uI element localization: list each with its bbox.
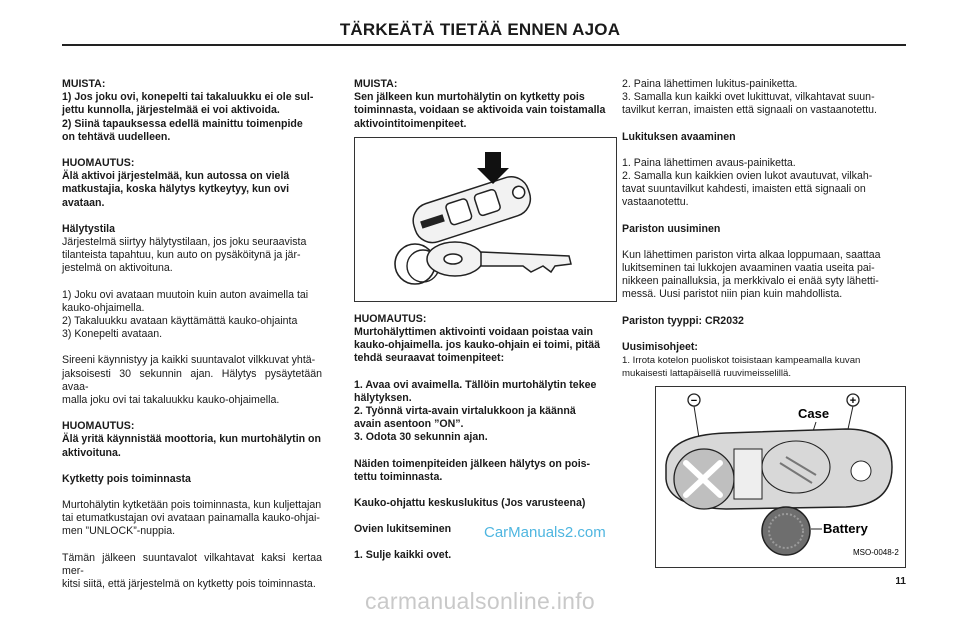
- uusimisohjeet-text: 1. Irrota kotelon puoliskot toisistaan kampeamalla kuvan mukaisesti lattapäisellä ruuvimeisselillä.: [622, 355, 861, 380]
- circuit-board: [734, 449, 762, 499]
- alarm-triggers-list: 1) Joku ovi avataan muutoin kuin auton avaimella tai kauko-ohjaimella. 2) Takaluukku avataan käyttämättä kauko-ohjainta 3) Konepelti avataan.: [62, 288, 309, 341]
- heading-uusimisohjeet: Uusimisohjeet:: [622, 340, 698, 353]
- heading-halytystila: Hälytystila: [62, 222, 115, 235]
- note-huomautus-3: HUOMAUTUS: Murtohälyttimen aktivointi voidaan poistaa vain kauko-ohjaimella. jos kauko-ohjain ei toimi, pitää tehdä seuraavat toimenpiteet:: [354, 312, 601, 365]
- battery-case-illustration: [656, 387, 905, 567]
- unlock-steps: 1. Paina lähettimen avaus-painiketta. 2. Samalla kun kaikkien ovien lukot avautuvat, vilkah- tavat suuntavilkut kahdesti, imaisten että signaali on vastaanotettu.: [622, 156, 873, 209]
- remote-key-illustration: [355, 138, 616, 301]
- page-number: 11: [895, 576, 906, 587]
- remote-key-figure: [354, 137, 617, 302]
- case-led: [851, 461, 871, 481]
- column-right: [622, 78, 906, 393]
- halytystila-text: Järjestelmä siirtyy hälytystilaan, jos joku seuraavista tilanteista tapahtuu, kun auto on pysäköitynä ja jär- jestelmä on aktivoituna.: [62, 236, 307, 275]
- heading-pariston-uusiminen: Pariston uusiminen: [622, 222, 721, 235]
- fob-body: [409, 172, 535, 247]
- minus-sign: −: [690, 395, 698, 407]
- disarm-confirm-paragraph: Tämän jälkeen suuntavalot vilkahtavat kaksi kertaa mer- kitsi siitä, että järjestelmä on kytketty pois toiminnasta.: [62, 551, 322, 591]
- section-halytystila: [62, 223, 322, 276]
- battery-case-figure: [655, 386, 906, 568]
- watermark-carmanuals2[interactable]: CarManuals2.com: [484, 524, 606, 541]
- note-muista-2: MUISTA: Sen jälkeen kun murtohälytin on kytketty pois toiminnasta, voidaan se aktivoida vain toistamalla aktivointitoimenpiteet.: [354, 78, 606, 130]
- plus-sign: +: [849, 395, 857, 407]
- note-huomautus-2: HUOMAUTUS: Älä yritä käynnistää moottoria, kun murtohälytin on aktivoituna.: [62, 420, 322, 459]
- column-middle: [354, 78, 617, 576]
- key-logo: [444, 254, 462, 264]
- battery-type: Pariston tyyppi: CR2032: [622, 314, 744, 327]
- figure-code: MSO-0048-2: [853, 548, 899, 557]
- battery-label: Battery: [823, 521, 868, 536]
- lock-steps-2-3: 2. Paina lähettimen lukitus-painiketta. 3. Samalla kun kaikki ovet lukittuvat, vilkahtavat suun- tavilkut kerran, imaisten että signaali on vastaanotettu.: [622, 78, 877, 117]
- heading-keskuslukitus: Kauko-ohjattu keskuslukitus (Jos varusteena): [354, 497, 586, 510]
- case-label: Case: [798, 406, 830, 421]
- watermark-carmanualsonline[interactable]: carmanualsonline.info: [364, 588, 596, 614]
- title-rule: [62, 44, 906, 46]
- disarm-paragraph: Murtohälytin kytketään pois toiminnasta, kun kuljettajan tai etumatkustajan ovi avataan painamalla kauko-ohjai- men ”UNLOCK”-nuppia.: [62, 499, 322, 538]
- lock-step-1: 1. Sulje kaikki ovet.: [354, 549, 452, 562]
- column-left: [62, 78, 322, 604]
- key-blade: [481, 252, 571, 272]
- heading-ovien-lukitseminen: Ovien lukitseminen: [354, 523, 452, 536]
- note-huomautus-1: HUOMAUTUS: Älä aktivoi järjestelmää, kun autossa on vielä matkustajia, koska hälytys kytkeytyy, kun ovi avataan.: [62, 157, 290, 209]
- section-uusimisohjeet: [622, 341, 906, 381]
- note-muista-1: MUISTA: 1) Jos joku ovi, konepelti tai takaluukku ei ole sul- jettu kunnolla, järjestelmää ei voi aktivoida. 2) Siinä tapauksessa edellä mainittu toimenpide on tehtävä uudelleen.: [62, 78, 314, 143]
- heading-kytketty-pois: Kytketty pois toiminnasta: [62, 472, 191, 485]
- heading-lukituksen-avaaminen: Lukituksen avaaminen: [622, 130, 736, 143]
- disarm-result: Näiden toimenpiteiden jälkeen hälytys on pois- tettu toiminnasta.: [354, 457, 591, 483]
- manual-disarm-steps: 1. Avaa ovi avaimella. Tällöin murtohälytin tekee hälytyksen. 2. Työnnä virta-avain virtalukkoon ja käännä avain asentoon ”ON”. 3. Odota 30 sekunnin ajan.: [354, 378, 597, 444]
- page-title: TÄRKEÄTÄ TIETÄÄ ENNEN AJOA: [339, 20, 621, 39]
- battery-paragraph: Kun lähettimen pariston virta alkaa loppumaan, saattaa lukitseminen tai lukkojen avaaminen vaatia useita pai- nikkeen painalluksia, ja merkkivalo ei enää syty lähetti- messä. Uusi paristot niin pian kuin mahdollista.: [622, 248, 881, 301]
- siren-paragraph: Sireeni käynnistyy ja kaikki suuntavalot vilkkuvat yhtä- jaksoisesti 30 sekunnin ajan. Hälytys pysäytetään avaa- malla joku ovi tai takaluukku kauko-ohjaimella.: [62, 354, 322, 407]
